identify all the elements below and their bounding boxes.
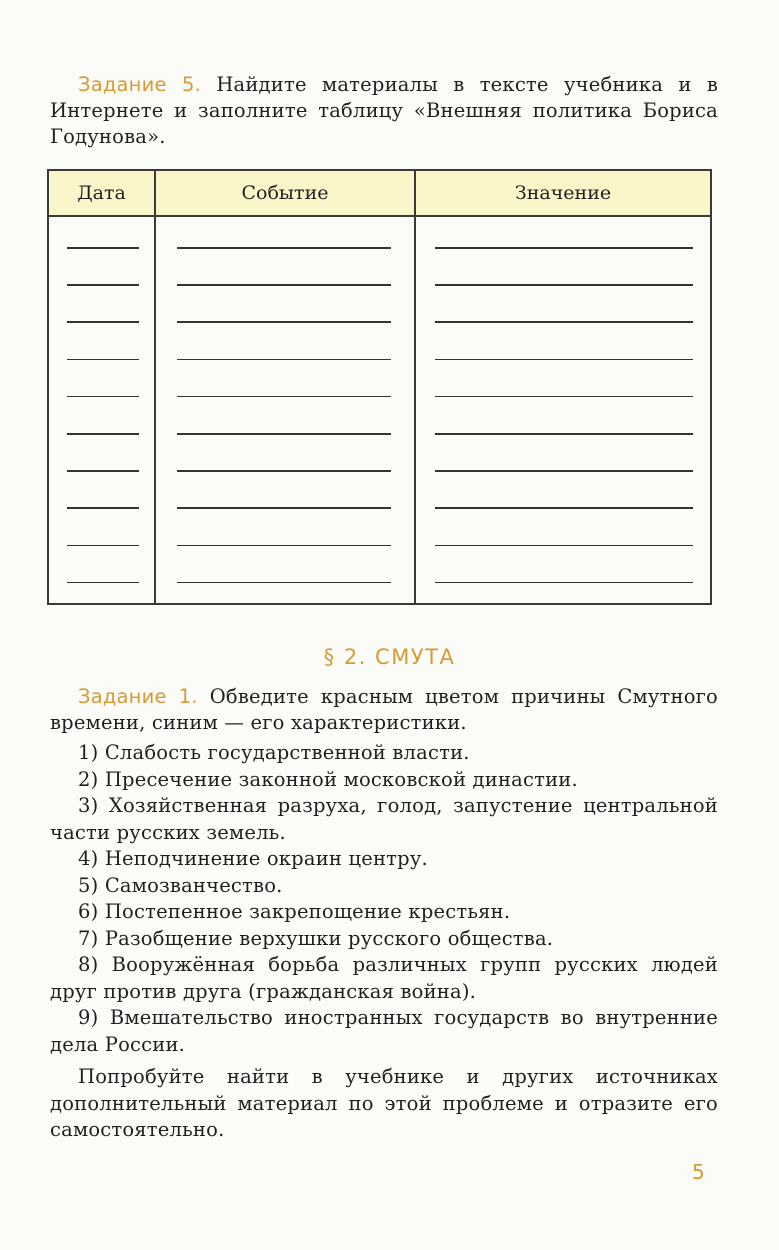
significance-blank-line[interactable] xyxy=(435,284,693,286)
foreign-policy-table xyxy=(47,169,712,605)
list-item: 5) Самозванчество. xyxy=(78,873,283,897)
header-date: Дата xyxy=(77,182,126,204)
date-blank-line[interactable] xyxy=(67,359,139,361)
date-blank-line[interactable] xyxy=(67,470,139,472)
significance-blank-line[interactable] xyxy=(435,433,693,435)
list-item: 3) Хозяйственная разруха, голод, запустение центральной части русских земель. xyxy=(50,794,718,844)
date-blank-line[interactable] xyxy=(67,507,139,509)
list-item: 7) Разобщение верхушки русского общества. xyxy=(78,926,554,950)
causes-list xyxy=(50,740,718,1058)
note-paragraph: Попробуйте найти в учебнике и других источниках дополнительный материал по этой проблеме и отразите его самостоятельно. xyxy=(50,1065,718,1141)
task-1-text: Обведите красным цветом причины Смутного времени, синим — его характеристики. xyxy=(50,685,718,734)
list-item: 9) Вмешательство иностранных государств во внутренние дела России. xyxy=(50,1006,718,1056)
date-blank-line[interactable] xyxy=(67,582,139,584)
significance-blank-line[interactable] xyxy=(435,321,693,323)
task-5-paragraph xyxy=(50,72,718,150)
header-event: Событие xyxy=(241,182,329,204)
significance-blank-line[interactable] xyxy=(435,582,693,584)
event-blank-line[interactable] xyxy=(177,507,391,509)
event-blank-line[interactable] xyxy=(177,470,391,472)
date-blank-line[interactable] xyxy=(67,321,139,323)
significance-blank-line[interactable] xyxy=(435,359,693,361)
task-5-text: Найдите материалы в тексте учебника и в Интернете и заполните таблицу «Внешняя политика Бориса Годунова». xyxy=(50,73,718,148)
event-blank-line[interactable] xyxy=(177,247,391,249)
task-5-label: Задание 5. xyxy=(78,73,202,96)
header-significance: Значение xyxy=(514,182,612,204)
section-title: § 2. СМУТА xyxy=(323,645,456,669)
significance-blank-line[interactable] xyxy=(435,507,693,509)
event-blank-line[interactable] xyxy=(177,359,391,361)
list-item: 6) Постепенное закрепощение крестьян. xyxy=(78,900,511,923)
date-blank-line[interactable] xyxy=(67,247,139,249)
event-blank-line[interactable] xyxy=(177,582,391,584)
significance-blank-line[interactable] xyxy=(435,247,693,249)
column-divider xyxy=(154,171,156,603)
event-blank-line[interactable] xyxy=(177,545,391,547)
list-item: 1) Слабость государственной власти. xyxy=(78,741,470,764)
list-item: 4) Неподчинение окраин центру. xyxy=(78,847,428,870)
column-divider xyxy=(414,171,416,603)
event-blank-line[interactable] xyxy=(177,396,391,398)
list-item: 2) Пресечение законной московской династии. xyxy=(78,767,578,791)
task-1-label: Задание 1. xyxy=(78,685,198,708)
significance-blank-line[interactable] xyxy=(435,470,693,472)
event-blank-line[interactable] xyxy=(177,433,391,435)
list-item: 8) Вооружённая борьба различных групп русских людей друг против друга (гражданская война). xyxy=(50,953,718,1003)
significance-blank-line[interactable] xyxy=(435,396,693,398)
date-blank-line[interactable] xyxy=(67,433,139,435)
event-blank-line[interactable] xyxy=(177,284,391,286)
date-blank-line[interactable] xyxy=(67,396,139,398)
task-1-paragraph xyxy=(50,684,718,736)
table-header-row xyxy=(49,171,710,217)
event-blank-line[interactable] xyxy=(177,321,391,323)
significance-blank-line[interactable] xyxy=(435,545,693,547)
date-blank-line[interactable] xyxy=(67,545,139,547)
page-number: 5 xyxy=(692,1160,705,1184)
date-blank-line[interactable] xyxy=(67,284,139,286)
